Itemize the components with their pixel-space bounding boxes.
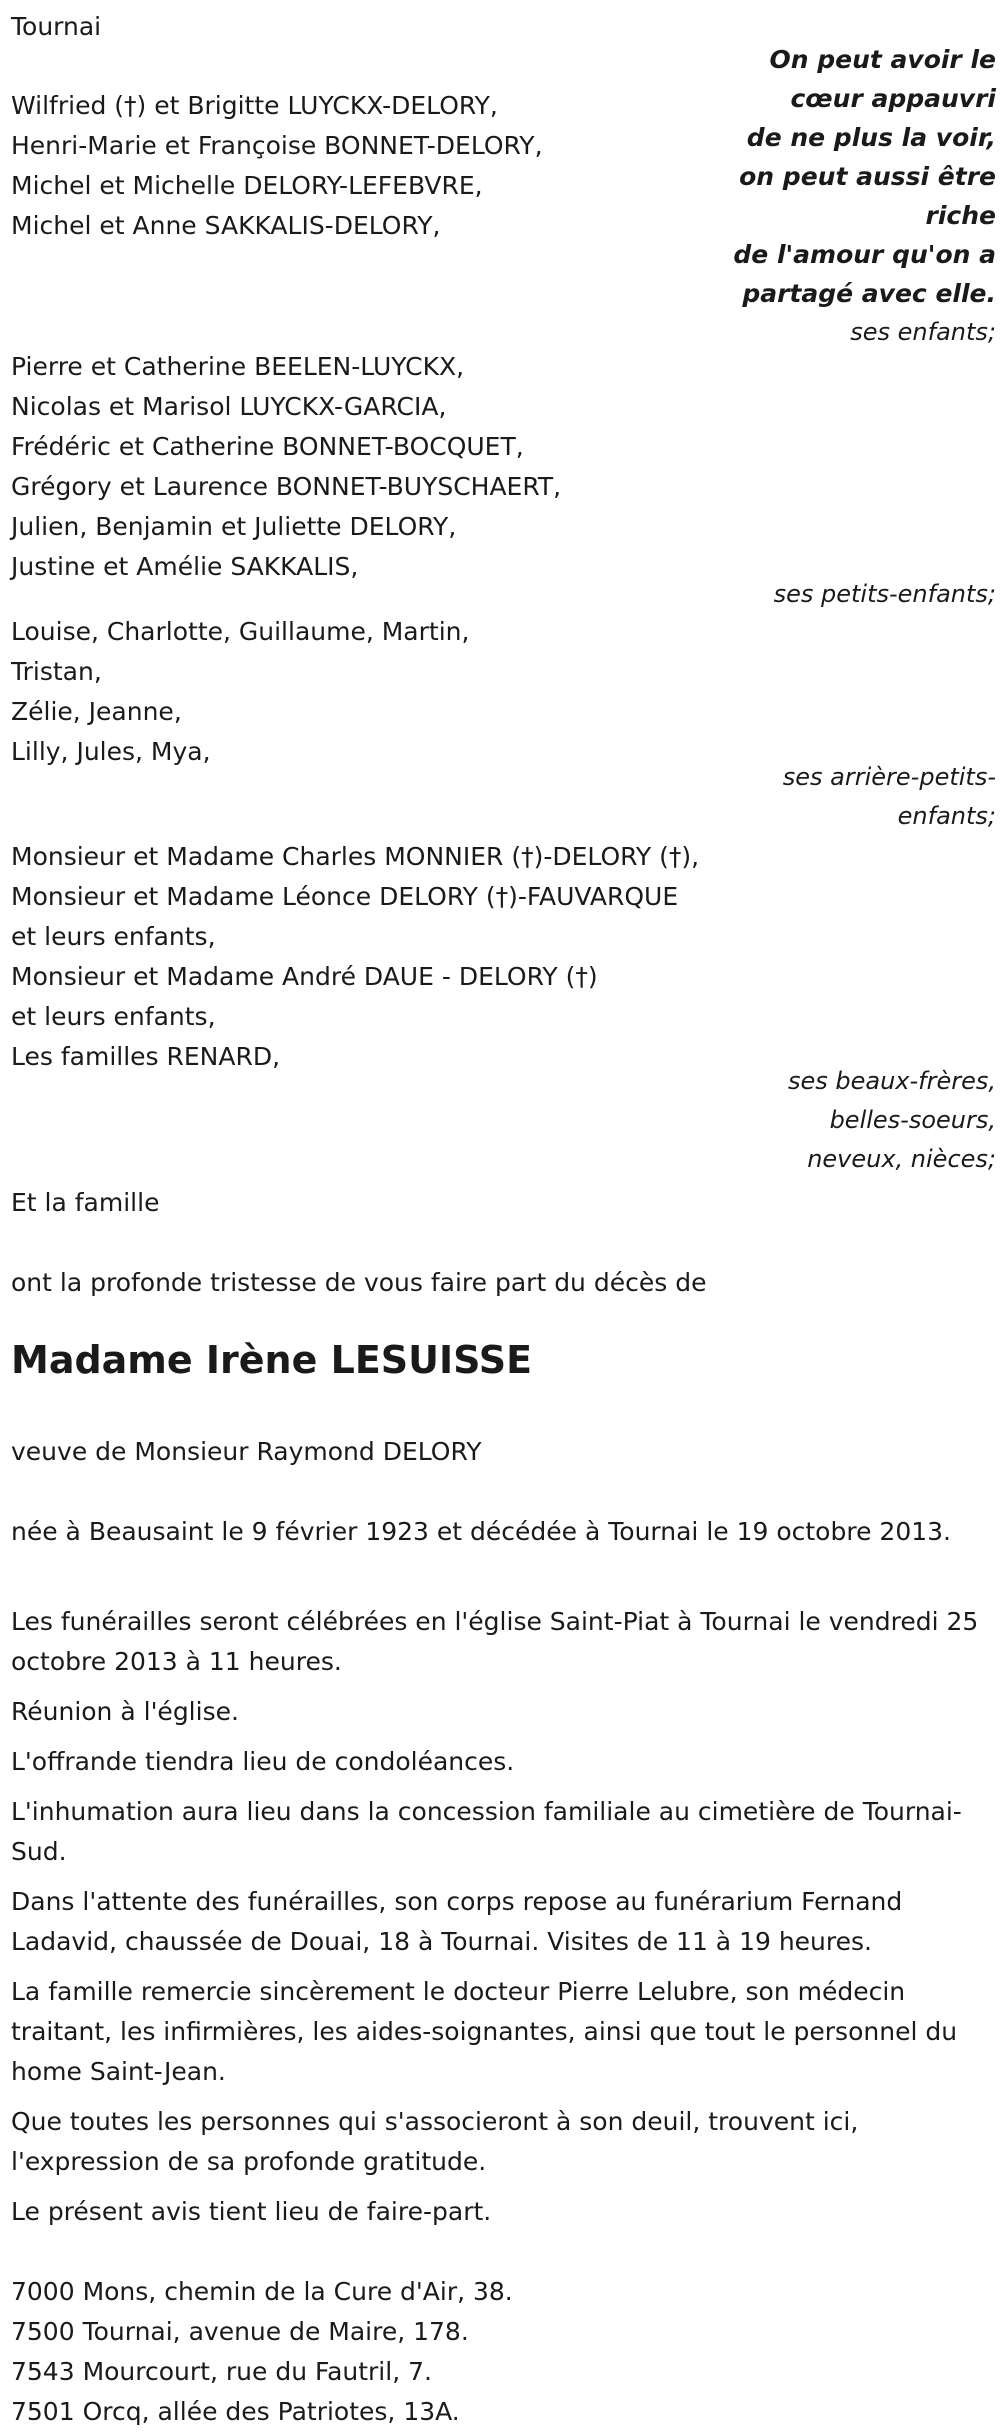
family-name-line: Lilly, Jules, Mya, [11,737,211,766]
family-name-line: Pierre et Catherine BEELEN-LUYCKX, [11,352,465,381]
family-name-line: Les familles RENARD, [11,1042,281,1071]
family-line: Et la famille [11,1188,160,1217]
quote-line: riche [925,201,996,230]
relation-label-line: neveux, nièces; [807,1145,996,1173]
family-name-line: Wilfried (†) et Brigitte LUYCKX-DELORY, [11,91,498,120]
family-name-line: Monsieur et Madame Charles MONNIER (†)-DELORY (†), [11,842,700,871]
relation-label: ses enfants; [850,318,996,346]
family-name-line: Monsieur et Madame André DAUE - DELORY (†) [11,962,598,991]
quote-line: cœur appauvri [790,84,996,113]
family-name-line: et leurs enfants, [11,1002,216,1031]
deceased-name: Madame Irène LESUISSE [11,1338,533,1382]
family-name-line: Nicolas et Marisol LUYCKX-GARCIA, [11,392,447,421]
address-line: 7500 Tournai, avenue de Maire, 178. [11,2317,469,2346]
family-name-line: Monsieur et Madame Léonce DELORY (†)-FAUVARQUE [11,882,679,911]
family-name-line: Michel et Anne SAKKALIS-DELORY, [11,211,441,240]
family-name-line: Julien, Benjamin et Juliette DELORY, [11,512,457,541]
quote-line: partagé avec elle. [742,279,996,308]
family-name-line: Zélie, Jeanne, [11,697,182,726]
widow-of: veuve de Monsieur Raymond DELORY [11,1437,482,1466]
relation-label: ses petits-enfants; [773,580,996,608]
relation-label [788,1062,996,1179]
family-name-line: Michel et Michelle DELORY-LEFEBVRE, [11,171,483,200]
announcement: ont la profonde tristesse de vous faire part du décès de [11,1268,707,1297]
address-line: 7000 Mons, chemin de la Cure d'Air, 38. [11,2277,513,2306]
quote-line: de l'amour qu'on a [733,240,996,269]
relation-label-line: ses beaux-frères, [787,1067,996,1095]
address-line: 7543 Mourcourt, rue du Fautril, 7. [11,2357,432,2386]
quote-line: de ne plus la voir, [746,123,996,152]
family-name-line: Justine et Amélie SAKKALIS, [11,552,359,581]
quote-line: On peut avoir le [769,45,996,74]
city-header: Tournai [11,12,102,41]
family-name-line: Louise, Charlotte, Guillaume, Martin, [11,617,470,646]
address-line: 7501 Orcq, allée des Patriotes, 13A. [11,2397,460,2426]
family-name-line: Grégory et Laurence BONNET-BUYSCHAERT, [11,472,562,501]
notice-paragraph: Le présent avis tient lieu de faire-part. [11,2197,492,2226]
birth-death-paragraph: née à Beausaint le 9 février 1923 et décédée à Tournai le 19 octobre 2013. [11,1517,951,1546]
funerarium-paragraph: Dans l'attente des funérailles, son corps repose au funérarium Fernand Ladavid, chaussée de Douai, 18 à Tournai. Visites de 11 à 19 heures. [11,1887,903,1956]
quote-line: on peut aussi être [739,162,996,191]
memorial-quote [733,40,996,313]
gratitude-paragraph: Que toutes les personnes qui s'associeront à son deuil, trouvent ici, l'expression de sa profonde gratitude. [11,2107,859,2176]
family-name-line: Frédéric et Catherine BONNET-BOCQUET, [11,432,524,461]
meeting-paragraph: Réunion à l'église. [11,1697,239,1726]
family-name-line: et leurs enfants, [11,922,216,951]
family-name-line: Tristan, [11,657,102,686]
burial-paragraph: L'inhumation aura lieu dans la concession familiale au cimetière de Tournai-Sud. [11,1797,962,1866]
funeral-paragraph: Les funérailles seront célébrées en l'église Saint-Piat à Tournai le vendredi 25 octobre 2013 à 11 heures. [11,1607,979,1676]
offering-paragraph: L'offrande tiendra lieu de condoléances. [11,1747,515,1776]
relation-label [783,758,996,836]
family-name-line: Henri-Marie et Françoise BONNET-DELORY, [11,131,543,160]
relation-label-line: enfants; [897,802,996,830]
relation-label-line: ses arrière-petits- [782,763,996,791]
relation-label-line: belles-soeurs, [829,1106,996,1134]
thanks-paragraph: La famille remercie sincèrement le docteur Pierre Lelubre, son médecin traitant, les infirmières, les aides-soignantes, ainsi que tout le personnel du home Saint-Jean. [11,1977,958,2086]
